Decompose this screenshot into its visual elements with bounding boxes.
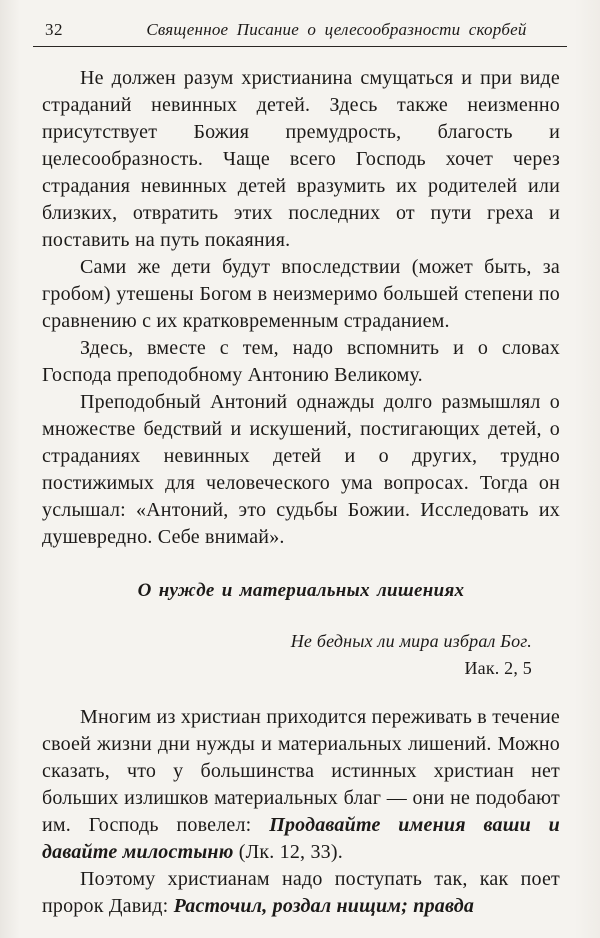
text-run: Преподобный Антоний однажды долго размышлял о множестве бедствий и искушений, постигающих детей, о страданиях невинных детей и о других, трудно постижимых для человеческого ума вопросах. Тогда он услышал: «Антоний, это судьбы Божии. Исследовать их душевредно. Себе внимай».	[42, 391, 560, 548]
text-run: (Лк. 12, 33).	[233, 841, 343, 863]
text-run: Здесь, вместе с тем, надо вспомнить и о словах Господа преподобному Антонию Великому.	[42, 337, 560, 386]
paragraph	[42, 389, 560, 551]
paragraph	[42, 335, 560, 389]
running-title: Священное Писание о целесообразности скорбей	[146, 20, 527, 39]
text-run: Многим из христиан приходится переживать в течение своей жизни дни нужды и материальных лишений. Можно сказать, что у большинства истинных христиан нет больших излишков материальных благ — они не подобают им. Господь повелел:	[42, 706, 560, 836]
text-run: Поэтому христианам надо поступать так, как поет пророк Давид:	[42, 868, 560, 917]
section-heading: О нужде и материальных лишениях	[137, 580, 465, 601]
text-run: Не должен разум христианина смущаться и при виде страданий невинных детей. Здесь также неизменно присутствует Божия премудрость, благость и целесообразность. Чаще всего Господь хочет через страдания невинных детей вразумить их родителей или близких, отвратить этих последних от пути греха и поставить на путь покаяния.	[42, 67, 560, 251]
page-number: 32	[45, 20, 63, 39]
text-run: Сами же дети будут впоследствии (может быть, за гробом) утешены Богом в неизмеримо большей степени по сравнению с их кратковременным страданием.	[42, 256, 560, 332]
paragraph	[42, 65, 560, 254]
paragraph	[42, 254, 560, 335]
running-header	[0, 0, 600, 40]
epigraph	[42, 628, 532, 682]
scripture-quote: Расточил, роздал нищим; правда	[173, 895, 475, 917]
page-body	[0, 47, 600, 920]
epigraph-source: Иак. 2, 5	[464, 658, 532, 678]
epigraph-text: Не бедных ли мира избрал Бог.	[290, 631, 532, 651]
paragraph	[42, 866, 560, 920]
paragraph	[42, 704, 560, 866]
scripture-quote: Продавайте имения ваши и давайте милостыню	[42, 814, 561, 863]
